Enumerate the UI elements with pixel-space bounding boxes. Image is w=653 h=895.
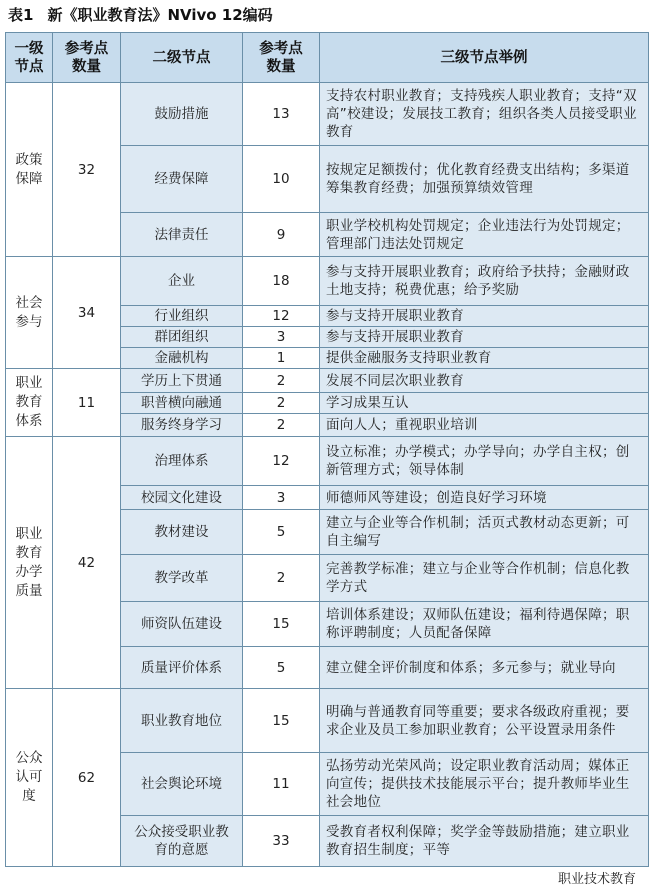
level2-node: 企业	[121, 257, 243, 306]
level2-node: 师资队伍建设	[121, 602, 243, 647]
level3-examples: 面向人人；重视职业培训	[320, 414, 649, 437]
table-header-row	[6, 33, 649, 83]
level3-examples: 参与支持开展职业教育	[320, 327, 649, 348]
level2-node: 经费保障	[121, 146, 243, 213]
level2-count: 5	[243, 647, 320, 689]
level3-examples: 职业学校机构处罚规定；企业违法行为处罚规定；管理部门违法处罚规定	[320, 213, 649, 257]
level2-node: 治理体系	[121, 437, 243, 486]
header-level1: 一级节点	[6, 33, 53, 83]
level2-node: 职业教育地位	[121, 689, 243, 753]
level1-node: 职业教育办学质量	[6, 437, 53, 689]
level2-node: 行业组织	[121, 306, 243, 327]
level2-count: 2	[243, 414, 320, 437]
level2-node: 社会舆论环境	[121, 753, 243, 816]
level3-examples: 参与支持开展职业教育；政府给予扶持；金融财政土地支持；税费优惠；给予奖励	[320, 257, 649, 306]
level2-count: 13	[243, 83, 320, 146]
level2-count: 15	[243, 689, 320, 753]
level1-node: 公众认可度	[6, 689, 53, 867]
level2-count: 3	[243, 486, 320, 510]
level2-node: 教学改革	[121, 555, 243, 602]
level2-node: 教材建设	[121, 510, 243, 555]
level2-count: 2	[243, 369, 320, 393]
level2-node: 学历上下贯通	[121, 369, 243, 393]
level1-node: 职业教育体系	[6, 369, 53, 437]
level3-examples: 提供金融服务支持职业教育	[320, 348, 649, 369]
level2-node: 服务终身学习	[121, 414, 243, 437]
level1-count: 34	[53, 257, 121, 369]
level2-node: 职普横向融通	[121, 393, 243, 414]
level3-examples: 按规定足额拨付；优化教育经费支出结构；多渠道筹集教育经费；加强预算绩效管理	[320, 146, 649, 213]
level2-count: 33	[243, 816, 320, 867]
caption-title: 新《职业教育法》NVivo 12编码	[47, 6, 273, 24]
header-ref1: 参考点数量	[53, 33, 121, 83]
level2-count: 9	[243, 213, 320, 257]
level2-count: 12	[243, 306, 320, 327]
level3-examples: 明确与普通教育同等重要；要求各级政府重视；要求企业及员工参加职业教育；公平设置录用条件	[320, 689, 649, 753]
level2-node: 群团组织	[121, 327, 243, 348]
level3-examples: 发展不同层次职业教育	[320, 369, 649, 393]
level3-examples: 支持农村职业教育；支持残疾人职业教育；支持“双高”校建设；发展技工教育；组织各类人员接受职业教育	[320, 83, 649, 146]
level3-examples: 建立健全评价制度和体系；多元参与；就业导向	[320, 647, 649, 689]
level1-count: 32	[53, 83, 121, 257]
level2-count: 11	[243, 753, 320, 816]
level2-count: 2	[243, 393, 320, 414]
table-caption	[8, 4, 273, 25]
level2-node: 校园文化建设	[121, 486, 243, 510]
table-row	[6, 369, 649, 393]
level3-examples: 学习成果互认	[320, 393, 649, 414]
level3-examples: 完善教学标准；建立与企业等合作机制；信息化教学方式	[320, 555, 649, 602]
table-row	[6, 437, 649, 486]
level2-count: 12	[243, 437, 320, 486]
coding-table	[5, 32, 649, 867]
level3-examples: 师德师风等建设；创造良好学习环境	[320, 486, 649, 510]
level2-count: 2	[243, 555, 320, 602]
level2-node: 金融机构	[121, 348, 243, 369]
level3-examples: 弘扬劳动光荣风尚；设定职业教育活动周；媒体正向宣传；提供技术技能展示平台；提升教师毕业生社会地位	[320, 753, 649, 816]
level3-examples: 参与支持开展职业教育	[320, 306, 649, 327]
table-row	[6, 257, 649, 306]
table-row	[6, 689, 649, 753]
level3-examples: 设立标准；办学模式；办学导向；办学自主权；创新管理方式；领导体制	[320, 437, 649, 486]
header-ref2: 参考点数量	[243, 33, 320, 83]
level3-examples: 受教育者权利保障；奖学金等鼓励措施；建立职业教育招生制度；平等	[320, 816, 649, 867]
level2-count: 10	[243, 146, 320, 213]
table-body	[6, 83, 649, 867]
caption-number: 表1	[8, 6, 34, 24]
level1-node: 社会参与	[6, 257, 53, 369]
level2-count: 5	[243, 510, 320, 555]
level1-count: 11	[53, 369, 121, 437]
level1-count: 62	[53, 689, 121, 867]
level2-node: 公众接受职业教育的意愿	[121, 816, 243, 867]
level2-node: 质量评价体系	[121, 647, 243, 689]
level2-count: 1	[243, 348, 320, 369]
level1-count: 42	[53, 437, 121, 689]
table-row	[6, 83, 649, 146]
level3-examples: 建立与企业等合作机制；活页式教材动态更新；可自主编写	[320, 510, 649, 555]
level2-count: 15	[243, 602, 320, 647]
level1-node: 政策保障	[6, 83, 53, 257]
level2-node: 鼓励措施	[121, 83, 243, 146]
header-level2: 二级节点	[121, 33, 243, 83]
level2-node: 法律责任	[121, 213, 243, 257]
level3-examples: 培训体系建设；双师队伍建设；福利待遇保障；职称评聘制度；人员配备保障	[320, 602, 649, 647]
level2-count: 3	[243, 327, 320, 348]
watermark: 职业技术教育	[555, 868, 639, 887]
level2-count: 18	[243, 257, 320, 306]
header-level3: 三级节点举例	[320, 33, 649, 83]
